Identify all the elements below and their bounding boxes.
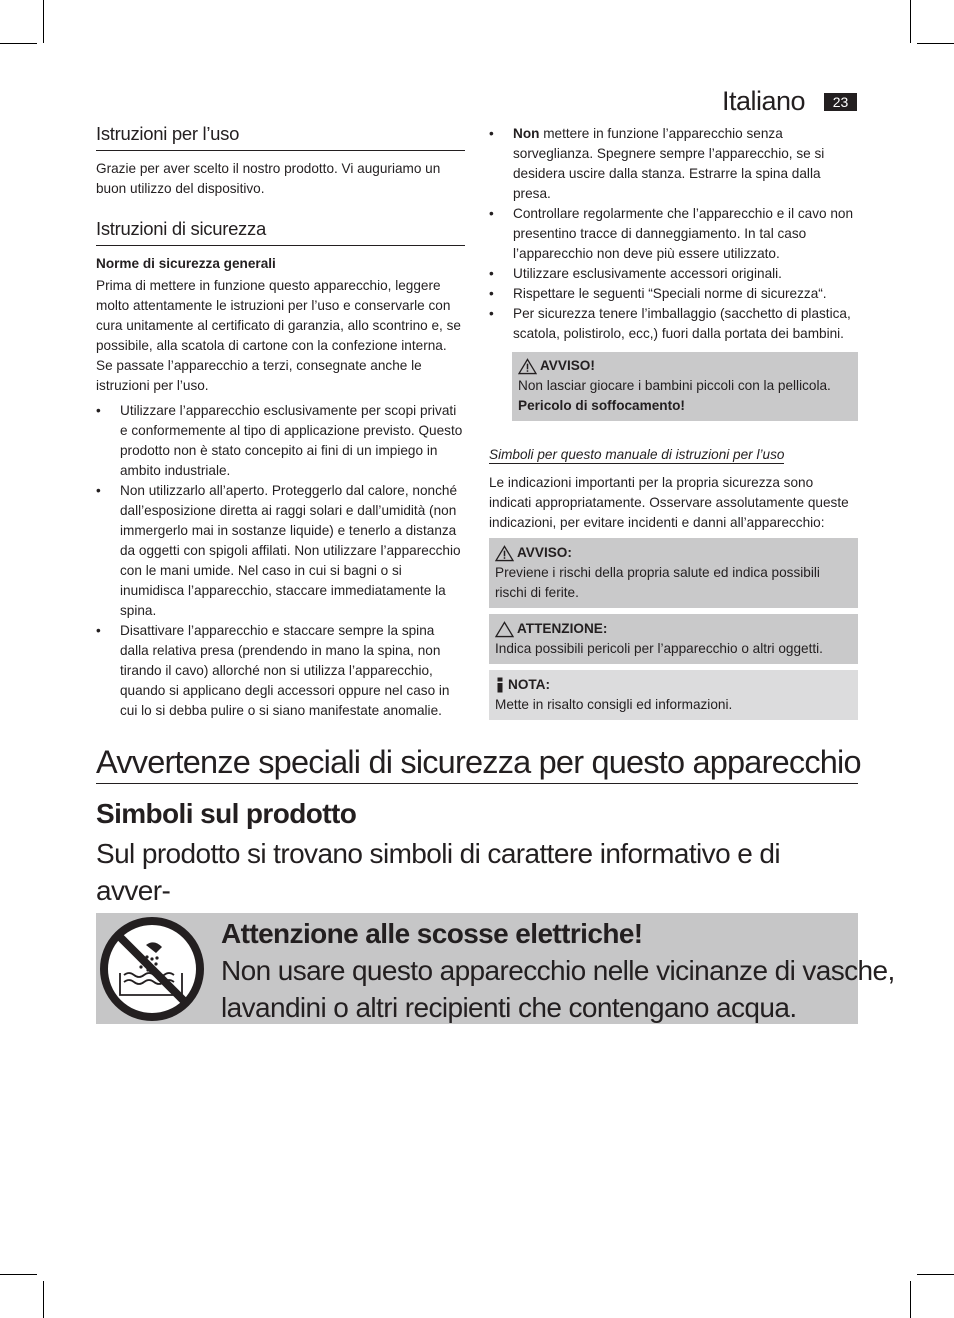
warning-emphasis: Pericolo di soffocamento! xyxy=(518,398,685,413)
warning-box xyxy=(512,352,858,421)
crop-mark xyxy=(43,1281,44,1318)
symbols-title: Simboli sul prodotto xyxy=(96,798,357,829)
avviso-text: Previene i rischi della propria salute ed indica possibili rischi di ferite. xyxy=(495,565,820,600)
safety-list xyxy=(96,401,465,721)
page-title: Avvertenze speciali di sicurezza per questo apparecchio xyxy=(96,744,858,784)
warning-triangle-icon xyxy=(518,358,537,375)
attenzione-box xyxy=(489,614,858,664)
crop-mark xyxy=(917,1274,954,1275)
left-column xyxy=(96,124,465,721)
crop-mark xyxy=(910,0,911,43)
list-item xyxy=(489,124,858,204)
banner-line: Non usare questo apparecchio nelle vicinanze di vasche, xyxy=(221,955,895,986)
list-item: • Disattivare l’apparecchio e staccare sempre la spina dalla relativa presa (prendendo in mano la spina, non tirando il cavo) allorché non si utilizza l’apparecchio, quando si applicano degli accessori oppure nel caso in cui lo si debba pulire o si siano manifestate anomalie. xyxy=(96,621,465,721)
crop-mark xyxy=(43,0,44,43)
safety-list-continued xyxy=(489,124,858,344)
warning-title: AVVISO! xyxy=(540,358,595,373)
nota-title-text: NOTA: xyxy=(508,677,551,692)
list-item: • Utilizzare l’apparecchio esclusivamente per scopi privati e conformemente al tipo di applicazione previsto. Questo prodotto non è stato concepito ai fini di un impiego in ambito industriale. xyxy=(96,401,465,481)
attenzione-text: Indica possibili pericoli per l’apparecchio o altri oggetti. xyxy=(495,641,823,656)
warning-box-title xyxy=(518,356,852,376)
list-item: • Per sicurezza tenere l’imballaggio (sacchetto di plastica, scatola, polistirolo, ecc,) fuori dalla portata dei bambini. xyxy=(489,304,858,344)
banner-line: lavandini o altri recipienti che contengano acqua. xyxy=(221,992,797,1023)
crop-mark xyxy=(0,43,37,44)
general-text: Prima di mettere in funzione questo apparecchio, leggere molto attentamente le istruzioni per l’uso e conservarle con cura unitamente al certificato di garanzia, allo scontrino e, se possibile, alla scatola di cartone con la confezione interna. Se passate l’apparecchio a terzi, consegnate anche le istruzioni per l’uso. xyxy=(96,278,461,393)
crop-mark xyxy=(917,43,954,44)
crop-mark xyxy=(0,1274,37,1275)
language-label: Italiano xyxy=(722,86,806,116)
usage-heading: Istruzioni per l’uso xyxy=(96,124,465,151)
general-subheading: Norme di sicurezza generali xyxy=(96,256,276,271)
nota-text: Mette in risalto consigli ed informazioni. xyxy=(495,697,733,712)
caution-triangle-icon xyxy=(495,621,514,638)
avviso-box xyxy=(489,538,858,608)
info-icon xyxy=(495,677,505,693)
electric-shock-banner xyxy=(96,913,895,1024)
attenzione-title xyxy=(495,619,852,639)
nota-title xyxy=(495,675,852,695)
symbols-text: Sul prodotto si trovano simboli di carattere informativo e di avver- xyxy=(96,838,780,906)
emphasis: Non xyxy=(513,126,540,141)
list-item: • Controllare regolarmente che l’apparecchio e il cavo non presentino tracce di danneggiamento. In tal caso l’apparecchio non deve più essere utilizzato. xyxy=(489,204,858,264)
warning-line: Non lasciar giocare i bambini piccoli con la pellicola. xyxy=(518,378,831,393)
list-item: • Rispettare le seguenti “Speciali norme di sicurezza“. xyxy=(489,284,858,304)
no-water-prohibition-icon xyxy=(98,915,206,1023)
usage-text: Grazie per aver scelto il nostro prodotto. Vi auguriamo un buon utilizzo del dispositivo. xyxy=(96,161,441,196)
avviso-title-text: AVVISO: xyxy=(517,545,572,560)
page-number: 23 xyxy=(824,93,857,111)
banner-text xyxy=(221,915,895,1026)
list-item: • Utilizzare esclusivamente accessori originali. xyxy=(489,264,858,284)
symbols-manual-heading xyxy=(489,445,858,465)
banner-title: Attenzione alle scosse elettriche! xyxy=(221,918,643,949)
nota-box xyxy=(489,670,858,720)
list-item: • Non utilizzarlo all’aperto. Proteggerlo dal calore, nonché dall’esposizione diretta ai raggi solari e dall’umidità (non immergerlo mai in sostanze liquide) e tenerlo a distanza da oggetti con spigoli affilati. Non utilizzare l’apparecchio con le mani umide. Nel caso in cui si bagni o si inumidisca l’apparecchio, staccare immediatamente la spina. xyxy=(96,481,465,621)
symbols-manual-text: Le indicazioni importanti per la propria sicurezza sono indicati appropriatamente. Osservare assolutamente queste indicazioni, per evitare incidenti e danni all’apparecchio: xyxy=(489,475,849,530)
list-item-text: mettere in funzione l’apparecchio senza sorveglianza. Spegnere sempre l’apparecchio, se si desidera uscire dalla stanza. Estrarre la spina dalla presa. xyxy=(513,126,825,201)
safety-heading: Istruzioni di sicurezza xyxy=(96,219,465,246)
attenzione-title-text: ATTENZIONE: xyxy=(517,621,608,636)
warning-triangle-icon xyxy=(495,545,514,562)
right-column xyxy=(489,124,858,720)
crop-mark xyxy=(910,1281,911,1318)
avviso-title xyxy=(495,543,852,563)
symbols-manual-heading-text: Simboli per questo manuale di istruzioni per l’uso xyxy=(489,447,785,462)
